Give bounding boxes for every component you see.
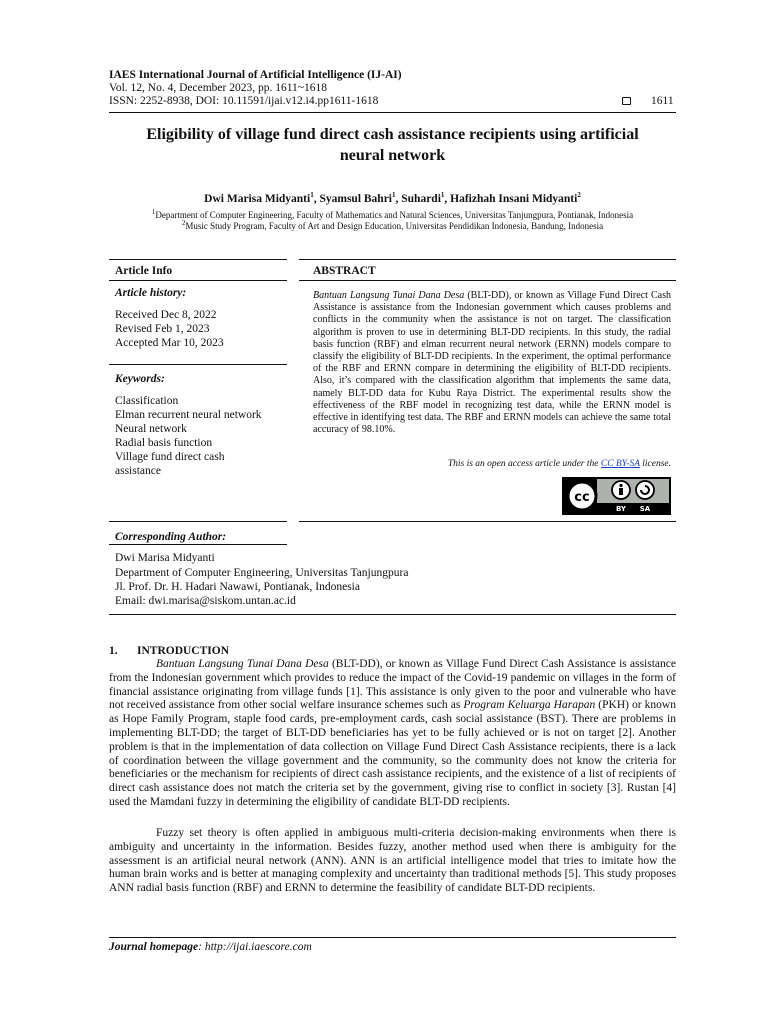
keyword-item: Neural network	[115, 423, 187, 435]
author-sup: 1	[310, 191, 314, 199]
article-history-heading: Article history:	[115, 287, 187, 299]
intro-paragraph-2	[109, 827, 676, 896]
footer-rule	[109, 937, 676, 938]
author-sup: 2	[577, 191, 581, 199]
article-info-top-rule	[109, 259, 287, 260]
footer-sep: :	[198, 941, 205, 953]
author-sup: 1	[392, 191, 396, 199]
license-line	[313, 459, 671, 469]
affiliation-sup: 2	[181, 219, 186, 227]
keyword-item: Elman recurrent neural network	[115, 409, 262, 421]
section-number: 1.	[109, 645, 118, 657]
front-matter-bottom-rule	[109, 614, 676, 615]
abstract-italic-lead: Bantuan Langsung Tunai Dana Desa	[313, 290, 465, 301]
corresponding-rule	[109, 544, 287, 545]
abstract-top-rule	[299, 259, 676, 260]
footer-label: Journal homepage	[109, 941, 199, 953]
journal-title: IAES International Journal of Artificial Intelligence (IJ-AI)	[109, 69, 402, 81]
badge-sa-label: SA	[639, 505, 651, 513]
license-prefix: This is an open access article under the	[447, 459, 601, 469]
accepted-date: Accepted Mar 10, 2023	[115, 337, 224, 349]
intro-text: (PKH) or known as Hope Family Program, staple food cards, pre-employment cards, cash social assistance (BST). There are problems in implementing BLT-DD; the target of BLT-DD beneficiaries has yet to be fully achieved or is not on target [2]. Another problem is that in the implementation of data collection on Village Fund Direct Cash Assistance recipients, there is a lack of coordination between the village government and the community, so the community does not know the criteria for beneficiaries or the mechanism for recipients of direct cash assistance recipients, and the existence of a list of recipients of direct cash assistance does not match the criteria set by the government, giving rise to conflict in society [3]. Rustan [4] used the Mamdani fuzzy in determining the eligibility of candidate BLT-DD recipients.	[109, 699, 676, 808]
author-name: Syamsul Bahri	[319, 192, 393, 205]
abstract-heading: ABSTRACT	[313, 265, 376, 277]
author-name: Suhardi	[401, 192, 441, 205]
abstract-bottom-rule	[299, 521, 676, 522]
license-suffix: license.	[639, 459, 671, 469]
title-line-2: neural network	[339, 147, 446, 164]
abstract-rule	[299, 280, 676, 281]
author-list: Dwi Marisa Midyanti$^1$, Syamsul Bahri$^1$, Suhardi$^1$, Hafizhah Insani Midyanti$^2$	[204, 191, 581, 205]
revised-date: Revised Feb 1, 2023	[115, 323, 210, 335]
intro-italic-lead: Bantuan Langsung Tunai Dana Desa	[156, 658, 329, 670]
received-date: Received Dec 8, 2022	[115, 309, 217, 321]
keyword-item: assistance	[115, 465, 161, 477]
affiliation-text: Department of Computer Engineering, Faculty of Mathematics and Natural Sciences, Universitas Tanjungpura, Pontianak, Indonesia	[155, 210, 634, 220]
title-line-1: Eligibility of village fund direct cash assistance recipients using artificial	[146, 126, 639, 143]
issn-line: ISSN: 2252-8938, DOI: 10.11591/ijai.v12.i4.pp1611-1618	[109, 95, 379, 107]
intro-italic-mid: Program Keluarga Harapan	[463, 699, 596, 712]
article-info-heading: Article Info	[115, 265, 173, 277]
affiliation-sup: 1	[151, 208, 156, 216]
corresponding-name: Dwi Marisa Midyanti	[115, 552, 215, 564]
keyword-item: Classification	[115, 395, 179, 407]
journal-homepage-link[interactable]: http://ijai.iaescore.com	[204, 941, 312, 953]
paper-title	[109, 124, 676, 166]
keywords-heading: Keywords:	[115, 373, 165, 385]
corresponding-author-heading: Corresponding Author:	[115, 531, 227, 543]
volume-line: Vol. 12, No. 4, December 2023, pp. 1611~1618	[109, 82, 327, 94]
header-rule	[109, 112, 676, 113]
corresponding-address: Jl. Prof. Dr. H. Hadari Nawawi, Pontianak, Indonesia	[115, 581, 360, 593]
intro-paragraph-1	[109, 658, 676, 810]
affiliation-2	[109, 218, 676, 232]
keyword-item: Radial basis function	[115, 437, 213, 449]
cc-badge-glyphs-icon	[563, 478, 670, 514]
page-square-icon	[622, 97, 631, 105]
corresponding-email[interactable]: Email: dwi.marisa@siskom.untan.ac.id	[115, 595, 296, 607]
abstract-text	[313, 290, 671, 436]
introduction-heading	[109, 645, 229, 657]
badge-by-label: BY	[615, 505, 627, 513]
intro-text: Fuzzy set theory is often applied in ambiguous multi-criteria decision-making environments when there is ambiguity and uncertainty in the information. Besides fuzzy, another method used when there is ambiguity for the assessment is an artificial neural network (ANN). ANN is an artificial intelligence model that tries to imitate how the human brain works and is better at managing complexity and uncertainty than traditional methods [5]. This study proposes ANN radial basis function (RBF) and ERNN to determine the feasibility of candidate BLT-DD recipients.	[109, 827, 676, 895]
intro-text: (BLT-DD), or known as Village Fund Direct Cash Assistance is assistance from the Indonesian government which provides to reduce the impact of the Covid-19 pandemic on villages in the form of financial assistance originating from village funds [1]. This assistance is only given to the poor and vulnerable who have not received assistance from other social welfare insurance schemes such as	[109, 658, 676, 712]
keyword-item: Village fund direct cash	[115, 451, 225, 463]
corresponding-department: Department of Computer Engineering, Universitas Tanjungpura	[115, 567, 409, 579]
author-name: Hafizhah Insani Midyanti	[450, 192, 578, 205]
article-info-bottom-rule	[109, 521, 287, 522]
page-number: 1611	[651, 95, 674, 107]
section-title: INTRODUCTION	[137, 645, 230, 657]
keywords-rule	[109, 364, 287, 365]
cc-logo-text: cc	[574, 490, 590, 505]
author-sup: 1	[440, 191, 445, 199]
license-link[interactable]: CC BY-SA	[600, 459, 640, 469]
author-name: Dwi Marisa Midyanti	[204, 192, 311, 205]
article-info-rule	[109, 280, 287, 281]
journal-footer	[109, 941, 312, 953]
cc-by-sa-badge-icon[interactable]	[562, 477, 671, 515]
abstract-body-text: (BLT-DD), or known as Village Fund Direct Cash Assistance is assistance from the Indonesian government which causes problems and conflicts in the community when the assistance is not on target. The classification algorithm is proven to use in determining BLT-DD recipients. In this study, the radial basis function (RBF) and elman recurrent neural network (ERNN) models compare to classify the eligibility of BLT-DD recipients. In the experiment, the optimal performance of the RBF and ERNN compare in determining the eligibility of BLT-DD recipients. Also, it’s compared with the classification algorithm that implements the same data, namely BLT-DD data for Kubu Raya District. The experimental results show the effectiveness of the RBF model in recognizing test data, while the ERNN model is effective in identifying test data. The RBF and ERNN models can achieve the same total accuracy of 98.10%.	[313, 290, 671, 436]
affiliation-text: Music Study Program, Faculty of Art and Design Education, Universitas Pendidikan Indonesia, Bandung, Indonesia	[185, 221, 604, 231]
